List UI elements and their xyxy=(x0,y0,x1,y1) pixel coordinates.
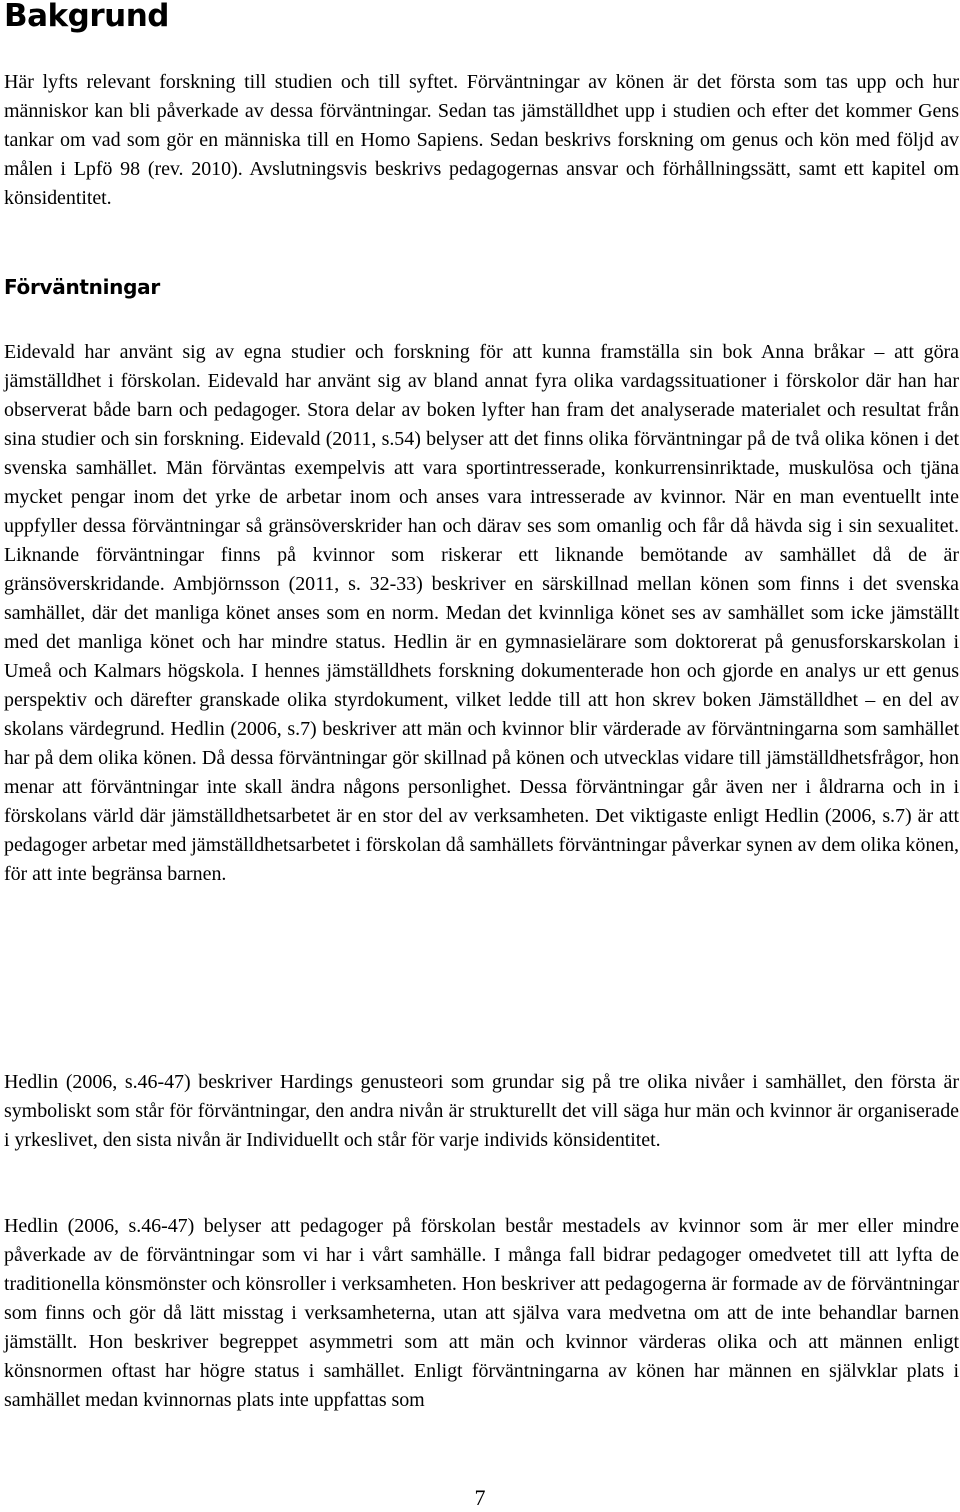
body-paragraph: Hedlin (2006, s.46-47) belyser att pedagoger på förskolan består mestadels av kvinnor som är mer eller mindre påverkade av de förväntningar som vi har i vårt samhälle. I många fall bidrar pedagoger omedvetet till att lyfta de traditionella könsmönster och könsroller i verksamheten. Hon beskriver att pedagogerna är formade av de förväntningar som finns och gör då lätt misstag i verksamheterna, utan att själva vara medvetna om att de inte behandlar barnen jämställt. Hon beskriver begreppet asymmetri som att män och kvinnor värderas olika och att männen enligt könsnormen oftast har högre status i samhället. Enligt förväntningarna av könen har männen en självklar plats i samhället medan kvinnornas plats inte uppfattas som xyxy=(4,1215,959,1411)
page-number: 7 xyxy=(474,1485,486,1510)
body-paragraph: Eidevald har använt sig av egna studier och forskning för att kunna framställa sin bok Anna bråkar – att göra jämställdhet i förskolan. Eidevald har använt sig av bland annat fyra olika vardagssituationer i förskolor där han har observerat både barn och pedagoger. Stora delar av boken lyfter han fram det analyserade materialet och resultat från sina studier och sin forskning. Eidevald (2011, s.54) belyser att det finns olika förväntningar på de två olika könen i det svenska samhället. Män förväntas exempelvis att vara sportintresserade, konkurrensinriktade, muskulösa och tjäna mycket pengar inom det yrke de arbetar inom och anses vara intresserade av kvinnor. När en man eventuellt inte uppfyller dessa förväntningar så gränsöverskrider han och därav ses som omanlig och får då hävda sig i sin sexualitet. Liknande förväntningar finns på kvinnor som riskerar ett liknande bemötande av samhället då de är gränsöverskridande. Ambjörnsson (2011, s. 32-33) beskriver en särskillnad mellan könen som finns i det svenska samhället, där det manliga könet anses som en norm. Medan det kvinnliga könet ses av samhället som icke jämställt med det manliga könet och har mindre status. Hedlin är en gymnasielärare som doktorerat på genusforskarskolan i Umeå och Kalmars högskola. I hennes jämställdhets forskning dokumenterade hon och gjorde en analys ur ett genus perspektiv och därefter granskade olika styrdokument, vilket ledde till att hon skrev boken Jämställdhet – en del av skolans värdegrund. Hedlin (2006, s.7) beskriver att män och kvinnor blir värderade av förväntningarna som samhället har på dem olika könen. Då dessa förväntningar gör skillnad på könen och utvecklas vidare till jämställdhetsfrågor, hon menar att förväntningar inte skall ändra någons personlighet. Dessa förväntningar går även ner i åldrarna och in i förskolans värld där jämställdhetsarbetet är en stor del av verksamheten. Det viktigaste enligt Hedlin (2006, s.7) är att pedagoger arbetar med jämställdhetsarbetet i förskolan då samhällets förväntningar påverkar synen av dem olika könen, för att inte begränsa barnen. xyxy=(4,341,959,885)
intro-paragraph: Här lyfts relevant forskning till studien och till syftet. Förväntningar av könen är det första som tas upp och hur människor kan bli påverkade av dessa förväntningar. Sedan tas jämställdhet upp i studien och efter det kommer Gens tankar om vad som gör en människa till en Homo Sapiens. Sedan beskrivs forskning om genus och kön med följd av målen i Lpfö 98 (rev. 2010). Avslutningsvis beskrivs pedagogernas ansvar och förhållningssätt, samt ett kapitel om könsidentitet. xyxy=(4,71,959,209)
body-paragraph: Hedlin (2006, s.46-47) beskriver Hardings genusteori som grundar sig på tre olika nivåer i samhället, den första är symboliskt som står för förväntningar, den andra nivån är strukturellt det vill säga hur män och kvinnor är organiserade i yrkeslivet, den sista nivån är Individuellt och står för varje individs könsidentitet. xyxy=(4,1071,959,1151)
section-heading: Förväntningar xyxy=(4,275,160,299)
page-heading: Bakgrund xyxy=(4,0,169,34)
